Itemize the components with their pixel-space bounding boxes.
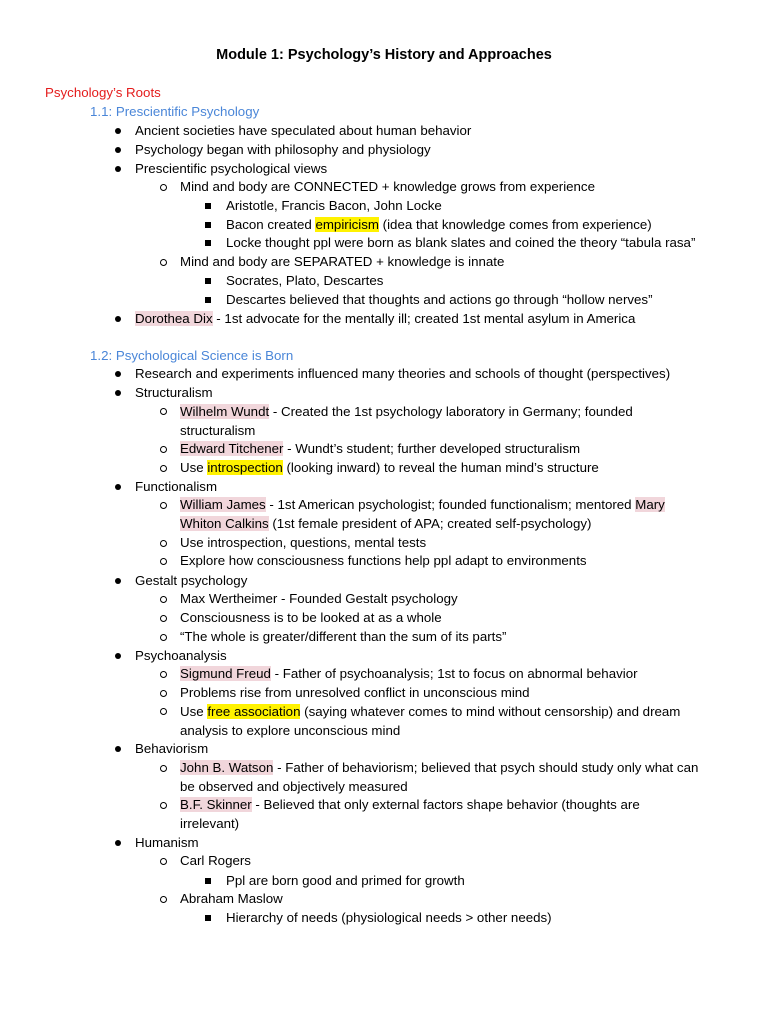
list-item: Abraham Maslow: [180, 891, 283, 906]
section-heading: Psychology’s Roots: [45, 85, 161, 100]
list-item: Socrates, Plato, Descartes: [226, 273, 384, 288]
highlighted-term: introspection: [207, 460, 283, 475]
text-run: - Father of behaviorism; believed that psych should study only what can: [273, 760, 699, 775]
text-run: (idea that knowledge comes from experience): [378, 217, 652, 232]
list-item: [180, 796, 640, 815]
list-item: Problems rise from unresolved conflict in unconscious mind: [180, 685, 530, 700]
circle-bullet-icon: [160, 671, 167, 678]
text-run: Use: [180, 704, 208, 719]
list-item: Ppl are born good and primed for growth: [226, 873, 465, 888]
circle-bullet-icon: [160, 540, 167, 547]
list-item: [180, 496, 665, 515]
square-bullet-icon: [205, 297, 211, 303]
text-run: (saying whatever comes to mind without censorship) and dream: [300, 704, 681, 719]
list-item-continuation: irrelevant): [180, 816, 240, 831]
bullet-icon: [115, 578, 121, 584]
list-item: [180, 440, 580, 459]
list-item: [180, 459, 599, 478]
circle-bullet-icon: [160, 708, 167, 715]
bullet-icon: [115, 484, 121, 490]
list-item: Aristotle, Francis Bacon, John Locke: [226, 198, 442, 213]
list-item: Research and experiments influenced many theories and schools of thought (perspectives): [135, 366, 671, 381]
list-item: Consciousness is to be looked at as a whole: [180, 610, 442, 625]
subsection-heading: 1.1: Prescientific Psychology: [90, 104, 260, 119]
highlighted-name: Dorothea Dix: [135, 311, 213, 326]
circle-bullet-icon: [160, 408, 167, 415]
circle-bullet-icon: [160, 634, 167, 641]
list-item: [135, 310, 635, 329]
highlighted-term: empiricism: [315, 217, 379, 232]
list-item-continuation: [180, 515, 591, 534]
list-item: Structuralism: [135, 385, 213, 400]
list-item: Max Wertheimer - Founded Gestalt psychology: [180, 591, 458, 606]
list-item: [180, 759, 698, 778]
text-run: Use: [180, 460, 208, 475]
highlighted-term: free association: [207, 704, 301, 719]
bullet-icon: [115, 166, 121, 172]
bullet-icon: [115, 653, 121, 659]
square-bullet-icon: [205, 240, 211, 246]
circle-bullet-icon: [160, 690, 167, 697]
list-item-continuation: be observed and objectively measured: [180, 779, 408, 794]
list-item: Prescientific psychological views: [135, 161, 328, 176]
bullet-icon: [115, 840, 121, 846]
bullet-icon: [115, 316, 121, 322]
highlighted-name: Mary: [635, 497, 665, 512]
list-item: “The whole is greater/different than the sum of its parts”: [180, 629, 507, 644]
list-item: Locke thought ppl were born as blank slates and coined the theory “tabula rasa”: [226, 235, 696, 250]
list-item: Behaviorism: [135, 741, 209, 756]
circle-bullet-icon: [160, 858, 167, 865]
square-bullet-icon: [205, 203, 211, 209]
text-run: (1st female president of APA; created self-psychology): [268, 516, 592, 531]
subsection-heading: 1.2: Psychological Science is Born: [90, 348, 294, 363]
list-item: Mind and body are SEPARATED + knowledge is innate: [180, 254, 505, 269]
bullet-icon: [115, 371, 121, 377]
circle-bullet-icon: [160, 259, 167, 266]
list-item: Hierarchy of needs (physiological needs > other needs): [226, 910, 552, 925]
highlighted-name: John B. Watson: [180, 760, 274, 775]
text-run: (looking inward) to reveal the human mind’s structure: [282, 460, 599, 475]
circle-bullet-icon: [160, 184, 167, 191]
bullet-icon: [115, 390, 121, 396]
circle-bullet-icon: [160, 765, 167, 772]
bullet-icon: [115, 128, 121, 134]
list-item: Use introspection, questions, mental tests: [180, 535, 427, 550]
highlighted-name: B.F. Skinner: [180, 797, 252, 812]
text-run: - 1st American psychologist; founded functionalism; mentored: [265, 497, 636, 512]
list-item: Gestalt psychology: [135, 573, 248, 588]
square-bullet-icon: [205, 915, 211, 921]
square-bullet-icon: [205, 878, 211, 884]
circle-bullet-icon: [160, 446, 167, 453]
highlighted-name: William James: [180, 497, 266, 512]
list-item-continuation: structuralism: [180, 423, 256, 438]
list-item: Explore how consciousness functions help ppl adapt to environments: [180, 553, 587, 568]
list-item-continuation: analysis to explore unconscious mind: [180, 723, 401, 738]
highlighted-name: Edward Titchener: [180, 441, 284, 456]
circle-bullet-icon: [160, 465, 167, 472]
list-item: Psychoanalysis: [135, 648, 227, 663]
text-run: - Father of psychoanalysis; 1st to focus on abnormal behavior: [270, 666, 638, 681]
text-run: Bacon created: [226, 217, 316, 232]
list-item: Functionalism: [135, 479, 218, 494]
circle-bullet-icon: [160, 896, 167, 903]
list-item: [180, 665, 638, 684]
square-bullet-icon: [205, 278, 211, 284]
list-item: Descartes believed that thoughts and actions go through “hollow nerves”: [226, 292, 653, 307]
circle-bullet-icon: [160, 502, 167, 509]
list-item: Mind and body are CONNECTED + knowledge grows from experience: [180, 179, 595, 194]
circle-bullet-icon: [160, 596, 167, 603]
circle-bullet-icon: [160, 802, 167, 809]
list-item: [180, 403, 633, 422]
list-item: [180, 703, 680, 722]
square-bullet-icon: [205, 222, 211, 228]
list-item: Ancient societies have speculated about human behavior: [135, 123, 472, 138]
list-item: Psychology began with philosophy and physiology: [135, 142, 431, 157]
text-run: - 1st advocate for the mentally ill; created 1st mental asylum in America: [212, 311, 636, 326]
list-item: Carl Rogers: [180, 853, 251, 868]
bullet-icon: [115, 746, 121, 752]
circle-bullet-icon: [160, 615, 167, 622]
list-item: Humanism: [135, 835, 199, 850]
circle-bullet-icon: [160, 558, 167, 565]
highlighted-name: Whiton Calkins: [180, 516, 269, 531]
list-item: [226, 216, 652, 235]
text-run: - Believed that only external factors shape behavior (thoughts are: [251, 797, 640, 812]
bullet-icon: [115, 147, 121, 153]
text-run: - Wundt’s student; further developed structuralism: [283, 441, 581, 456]
highlighted-name: Sigmund Freud: [180, 666, 271, 681]
highlighted-name: Wilhelm Wundt: [180, 404, 270, 419]
text-run: - Created the 1st psychology laboratory in Germany; founded: [269, 404, 633, 419]
page-title: Module 1: Psychology’s History and Approaches: [216, 47, 552, 63]
